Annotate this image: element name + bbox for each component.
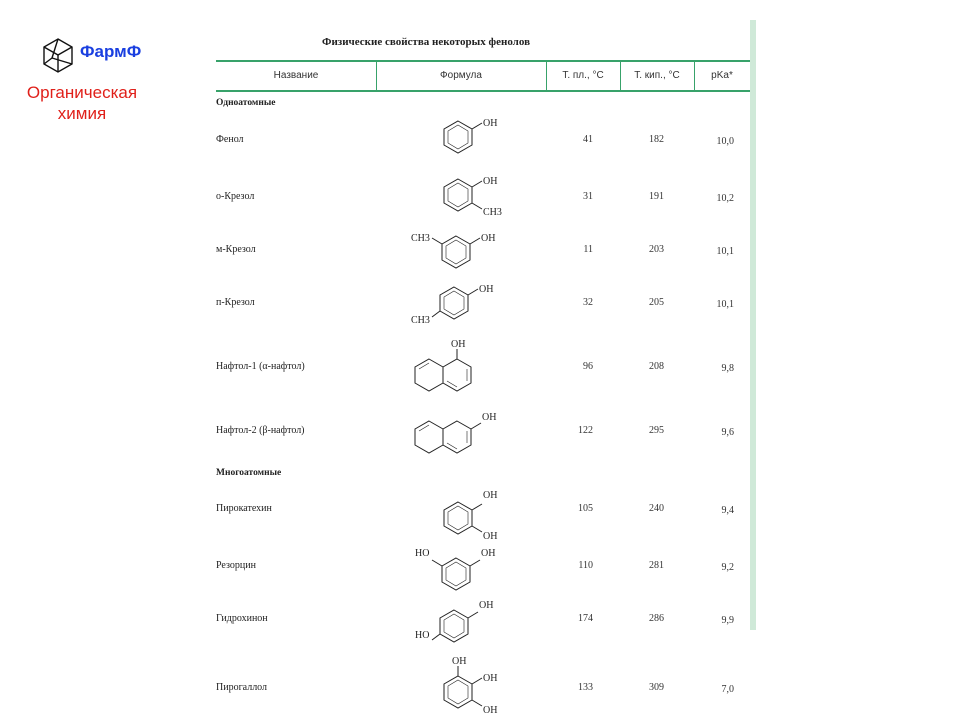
mp-value: 32 (583, 297, 593, 308)
row-name-resorcinol: Резорцин (216, 560, 256, 571)
resorcinol-ring (432, 558, 480, 590)
hydroquinone-ring (432, 610, 478, 642)
oh-label: OH (452, 656, 467, 667)
pyrocatechol-ring (444, 502, 482, 534)
header-boiling-point: Т. кип., °С (634, 70, 680, 81)
oh-label: OH (451, 339, 466, 350)
bp-value: 281 (649, 560, 664, 571)
pka-value: 9,4 (721, 505, 734, 516)
header-pka: pKa* (711, 70, 733, 81)
section-polyhydric: Многоатомные (216, 468, 282, 478)
bp-value: 182 (649, 134, 664, 145)
ch3-label: CH3 (483, 207, 502, 218)
pka-value: 9,8 (721, 363, 734, 374)
scanned-table-page (210, 20, 758, 720)
row-name-phenol: Фенол (216, 134, 244, 145)
oh-label: OH (483, 531, 498, 542)
bp-value: 203 (649, 244, 664, 255)
ho-label: HO (415, 630, 430, 641)
bp-value: 208 (649, 361, 664, 372)
mp-value: 96 (583, 361, 593, 372)
ch3-label: CH3 (411, 233, 430, 244)
mp-value: 105 (578, 503, 593, 514)
row-name-hydroquinone: Гидрохинон (216, 613, 268, 624)
mp-value: 110 (578, 560, 593, 571)
bp-value: 205 (649, 297, 664, 308)
pka-value: 9,2 (721, 562, 734, 573)
bp-value: 191 (649, 191, 664, 202)
mp-value: 31 (583, 191, 593, 202)
pka-value: 7,0 (721, 684, 734, 695)
pyrogallol-ring (444, 666, 482, 708)
subject-title: Органическая химия (26, 83, 138, 123)
mp-value: 41 (583, 134, 593, 145)
pka-value: 9,9 (721, 615, 734, 626)
m-cresol-ring (432, 236, 480, 268)
row-name-naphthol-1: Нафтол-1 (α-нафтол) (216, 361, 305, 372)
o-cresol-ring (444, 179, 482, 211)
header-name: Название (273, 70, 319, 81)
ho-label: HO (415, 548, 430, 559)
oh-label: OH (481, 548, 496, 559)
oh-label: OH (481, 233, 496, 244)
row-name-p-cresol: п-Крезол (216, 297, 255, 308)
header-melting-point: Т. пл., °С (562, 70, 604, 81)
oh-label: OH (483, 176, 498, 187)
structural-formulas (210, 20, 758, 720)
oh-label: OH (482, 412, 497, 423)
table-title: Физические свойства некоторых фенолов (322, 36, 531, 48)
section-monohydric: Одноатомные (216, 98, 276, 108)
header-formula: Формула (440, 70, 482, 81)
oh-label: OH (483, 490, 498, 501)
mp-value: 174 (578, 613, 593, 624)
pka-value: 10,1 (716, 246, 734, 257)
oh-label: OH (483, 673, 498, 684)
naphthol-1-rings (415, 349, 471, 391)
pka-value: 10,0 (716, 136, 734, 147)
bp-value: 309 (649, 682, 664, 693)
pka-value: 10,1 (716, 299, 734, 310)
naphthol-2-rings (415, 421, 481, 453)
pka-value: 10,2 (716, 193, 734, 204)
row-name-pyrogallol: Пирогаллол (216, 682, 268, 693)
bp-value: 286 (649, 613, 664, 624)
oh-label: OH (483, 118, 498, 129)
p-cresol-ring (432, 287, 478, 319)
row-name-o-cresol: о-Крезол (216, 191, 255, 202)
oh-label: OH (479, 284, 494, 295)
mp-value: 122 (578, 425, 593, 436)
row-name-m-cresol: м-Крезол (216, 244, 256, 255)
adamantane-logo-icon (38, 36, 78, 76)
mp-value: 11 (583, 244, 593, 255)
oh-label: OH (479, 600, 494, 611)
bp-value: 240 (649, 503, 664, 514)
row-name-pyrocatechol: Пирокатехин (216, 503, 272, 514)
phenol-ring (444, 121, 482, 153)
oh-label: OH (483, 705, 498, 716)
bp-value: 295 (649, 425, 664, 436)
brand-name: ФармФ (80, 42, 142, 61)
mp-value: 133 (578, 682, 593, 693)
pka-value: 9,6 (721, 427, 734, 438)
row-name-naphthol-2: Нафтол-2 (β-нафтол) (216, 425, 305, 436)
ch3-label: CH3 (411, 315, 430, 326)
